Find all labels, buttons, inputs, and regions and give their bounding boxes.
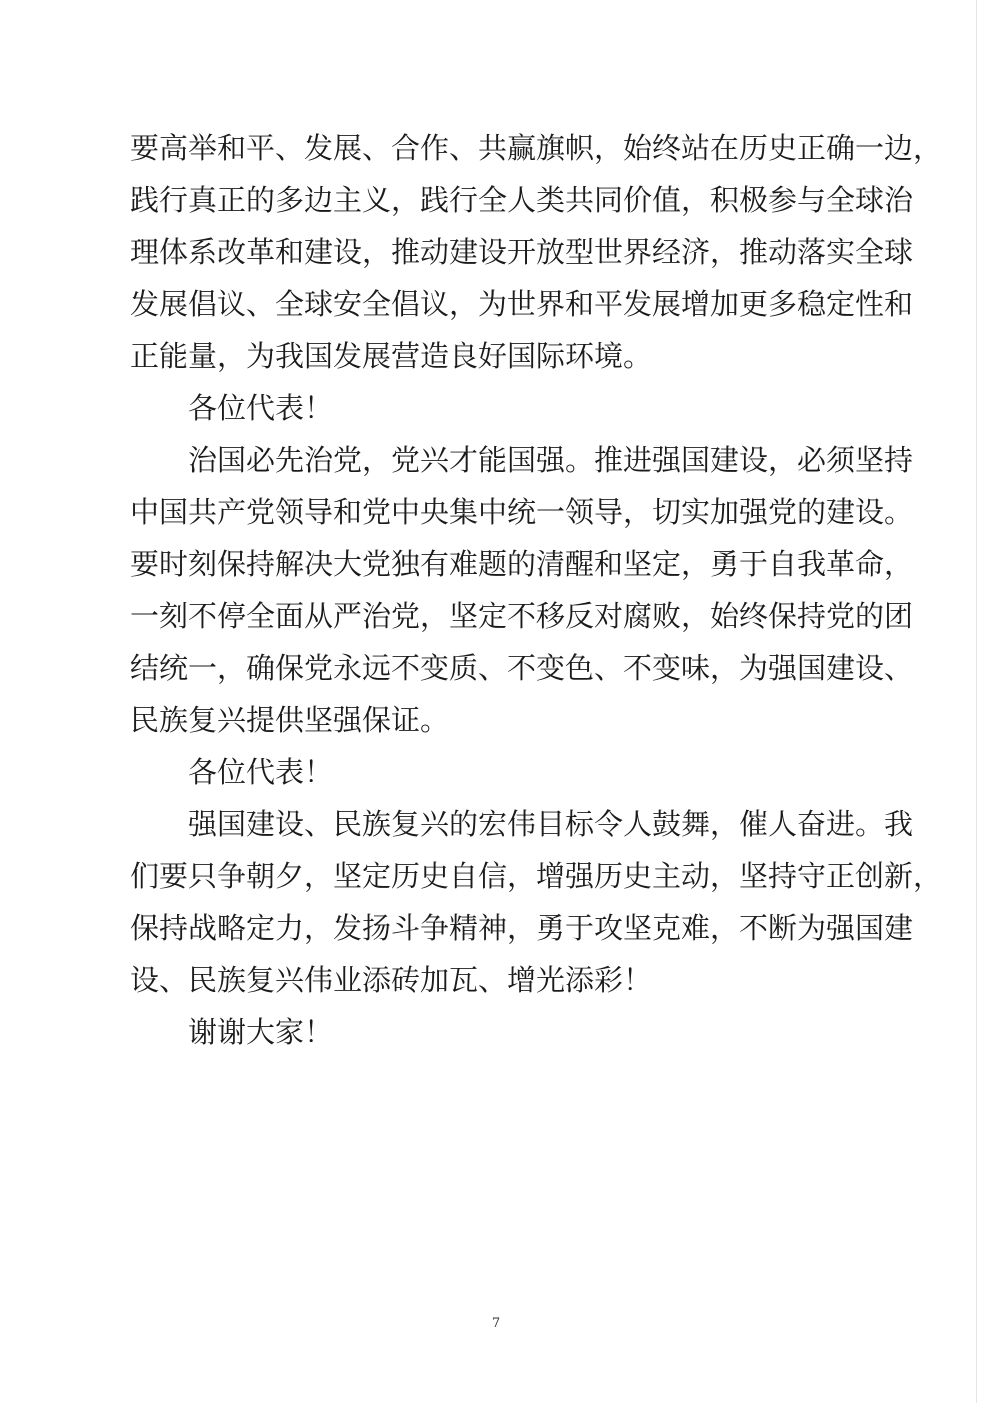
text-line: 民族复兴提供坚强保证。: [130, 703, 450, 737]
text-line: 发展倡议、全球安全倡议，为世界和平发展增加更多稳定性和: [130, 287, 914, 321]
salutation: 各位代表！: [188, 755, 334, 789]
body-text: [130, 122, 943, 1058]
text-line: 结统一，确保党永远不变质、不变色、不变味，为强国建设、: [130, 651, 914, 685]
text-line: 们要只争朝夕，坚定历史自信，增强历史主动，坚持守正创新，: [130, 859, 943, 893]
text-line: 设、民族复兴伟业添砖加瓦、增光添彩！: [130, 963, 653, 997]
text-line: 要时刻保持解决大党独有难题的清醒和坚定，勇于自我革命，: [130, 547, 914, 581]
closing-remark: 谢谢大家！: [188, 1015, 334, 1049]
text-line: 要高举和平、发展、合作、共赢旗帜，始终站在历史正确一边，: [130, 131, 943, 165]
text-line: 中国共产党领导和党中央集中统一领导，切实加强党的建设。: [130, 495, 914, 529]
scan-edge-line: [976, 0, 977, 1403]
page-number: 7: [491, 1316, 501, 1331]
text-line: 一刻不停全面从严治党，坚定不移反对腐败，始终保持党的团: [130, 599, 914, 633]
text-line: 践行真正的多边主义，践行全人类共同价值，积极参与全球治: [130, 183, 914, 217]
text-line: 治国必先治党，党兴才能国强。推进强国建设，必须坚持: [188, 443, 914, 477]
text-line: 强国建设、民族复兴的宏伟目标令人鼓舞，催人奋进。我: [188, 807, 914, 841]
text-line: 正能量，为我国发展营造良好国际环境。: [130, 339, 653, 373]
text-line: 保持战略定力，发扬斗争精神，勇于攻坚克难，不断为强国建: [130, 911, 914, 945]
text-line: 理体系改革和建设，推动建设开放型世界经济，推动落实全球: [130, 235, 914, 269]
salutation: 各位代表！: [188, 391, 334, 425]
